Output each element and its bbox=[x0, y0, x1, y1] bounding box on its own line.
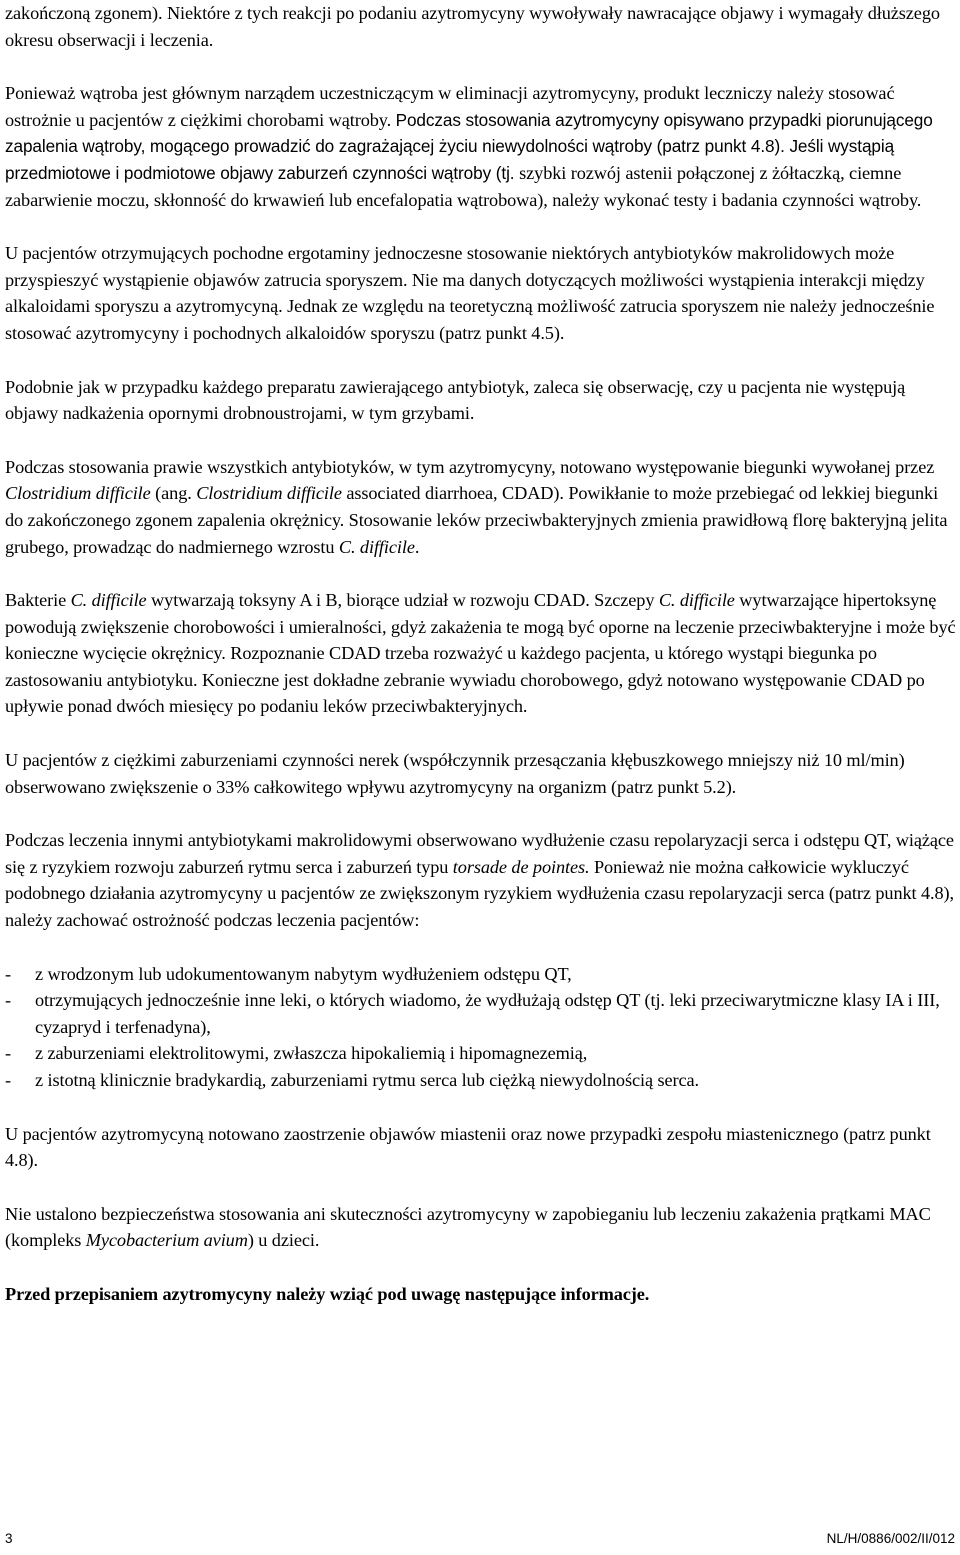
paragraph-myasthenia bbox=[5, 1121, 957, 1174]
paragraph-text: U pacjentów z ciężkimi zaburzeniami czynności nerek (współczynnik przesączania kłębuszkowego mniejszy niż 10 ml/min) obserwowano zwiększenie o 33% całkowitego wpływu azytromycyny na organizm (patrz punkt 5.2). bbox=[5, 750, 905, 797]
paragraph-text: Podobnie jak w przypadku każdego preparatu zawierającego antybiotyk, zaleca się obserwację, czy u pacjenta nie występują objawy nadkażenia opornymi drobnoustrojami, w tym grzybami. bbox=[5, 376, 906, 424]
paragraph-gap bbox=[5, 560, 957, 587]
paragraph-gap bbox=[5, 800, 957, 827]
paragraph-text-sans: Jeśli wystąpią przedmiotowe i podmiotowe objawy zaburzeń czynności wątroby (tj. bbox=[5, 136, 895, 183]
italic-term: C. difficile bbox=[70, 590, 147, 611]
paragraph-text: wytwarzają toksyny A i B, biorące udział w rozwoju CDAD. Szczepy bbox=[146, 590, 659, 611]
paragraph-text: wytwarzające hipertoksynę powodują zwiększenie chorobowości i umieralności, gdyż zakażenia te mogą być oporne na leczenie przeciwbakteryjne i może być konieczne wycięcie okrężnicy. Rozpoznanie CDAD trzeba rozważyć u każdego pacjenta, u którego wystąpi biegunka po zastosowaniu antybiotyku. Konieczne jest dokładne zebranie wywiadu chorobowego, gdyż notowano występowanie CDAD po upływie ponad dwóch miesięcy po podaniu leków przeciwbakteryjnych. bbox=[5, 590, 956, 717]
dash-bullet: - bbox=[5, 990, 11, 1011]
paragraph-text: szybki rozwój astenii połączonej z żółtaczką, ciemne zabarwienie moczu, skłonność do krwawień lub encefalopatia wątrobowa), należy wykonać testy i badania czynności wątroby. bbox=[5, 162, 922, 210]
paragraph-text: U pacjentów azytromycyną notowano zaostrzenie objawów miastenii oraz nowe przypadki zespołu miastenicznego (patrz punkt 4.8). bbox=[5, 1123, 931, 1171]
paragraph-gap bbox=[5, 1254, 957, 1281]
italic-term: torsade de pointes. bbox=[452, 856, 590, 877]
paragraph-gap bbox=[5, 347, 957, 374]
paragraph-gap bbox=[5, 1174, 957, 1201]
paragraph-gap bbox=[5, 1094, 957, 1121]
paragraph-text: (ang. bbox=[150, 483, 197, 504]
paragraph-gap bbox=[5, 934, 957, 961]
list-item bbox=[5, 1040, 957, 1067]
dash-bullet: - bbox=[5, 1070, 11, 1090]
page-number: 3 bbox=[5, 1531, 13, 1546]
paragraph-text: ) u dzieci. bbox=[247, 1230, 320, 1251]
paragraph-liver bbox=[5, 80, 957, 213]
paragraph-cdad bbox=[5, 454, 957, 560]
risk-list bbox=[5, 961, 957, 1094]
list-item-text: z istotną klinicznie bradykardią, zaburzeniami rytmu serca lub ciężką niewydolnością serca. bbox=[35, 1070, 699, 1090]
list-item-text: z wrodzonym lub udokumentowanym nabytym wydłużeniem odstępu QT, bbox=[35, 963, 572, 984]
paragraph-mac bbox=[5, 1201, 957, 1254]
paragraph-bacteria bbox=[5, 587, 957, 720]
paragraph-reaction-observation bbox=[5, 0, 957, 53]
paragraph-gap bbox=[5, 427, 957, 454]
paragraph-text: associated diarrhoea, CDAD). Powikłanie to może przebiegać od lekkiej biegunki do zakończonego zgonem zapalenia okrężnicy. Stosowanie leków przeciwbakteryjnych zmienia prawidłową florę bakteryjną jelita grubego, prowadząc do nadmiernego wzrostu bbox=[5, 483, 948, 557]
paragraph-gap bbox=[5, 213, 957, 240]
italic-term: C. difficile bbox=[338, 536, 415, 557]
paragraph-qt bbox=[5, 827, 957, 933]
paragraph-renal bbox=[5, 747, 957, 800]
paragraph-text: Podczas stosowania prawie wszystkich antybiotyków, w tym azytromycyny, notowano występowanie biegunki wywołanej przez bbox=[5, 456, 935, 477]
list-item bbox=[5, 1067, 957, 1094]
paragraph-text: Przed przepisaniem azytromycyny należy wziąć pod uwagę następujące informacje. bbox=[5, 1283, 650, 1304]
paragraph-text: Podczas leczenia innymi antybiotykami makrolidowymi obserwowano wydłużenie czasu repolaryzacji serca i odstępu QT, wiążące się z ryzykiem rozwoju zaburzeń rytmu serca i zaburzeń typu bbox=[5, 830, 954, 877]
italic-term: C. difficile bbox=[658, 590, 735, 611]
paragraph-superinfection bbox=[5, 374, 957, 427]
paragraph-gap bbox=[5, 720, 957, 747]
paragraph-ergotamine bbox=[5, 240, 957, 346]
document-code: NL/H/0886/002/II/012 bbox=[826, 1531, 955, 1546]
list-item-text: z zaburzeniami elektrolitowymi, zwłaszcza hipokaliemią i hipomagnezemią, bbox=[35, 1043, 588, 1064]
paragraph-text: Nie ustalono bezpieczeństwa stosowania ani skuteczności azytromycyny w zapobieganiu lub leczeniu zakażenia prątkami MAC (kompleks bbox=[5, 1203, 931, 1251]
list-item bbox=[5, 961, 957, 988]
dash-bullet: - bbox=[5, 963, 11, 984]
list-item bbox=[5, 987, 957, 1040]
paragraph-text: Ponieważ wątroba jest głównym narządem uczestniczącym w eliminacji azytromycyny, produkt leczniczy należy stosować ostrożnie u pacjentów z ciężkimi chorobami wątroby. bbox=[5, 83, 895, 130]
dash-bullet: - bbox=[5, 1043, 11, 1064]
paragraph-text-sans: Podczas stosowania azytromycyny opisywano przypadki piorunującego zapalenia wątroby, mogącego prowadzić do zagrażającej życiu niewydolności wątroby (patrz punkt 4.8). bbox=[5, 109, 933, 157]
paragraph-text: Ponieważ nie można całkowicie wykluczyć podobnego działania azytromycyny u pacjentów ze zwiększonym ryzykiem wydłużenia czasu repolaryzacji serca (patrz punkt 4.8), należy zachować ostrożność podczas leczenia pacjentów: bbox=[5, 856, 955, 931]
list-item-text: otrzymujących jednocześnie inne leki, o których wiadomo, że wydłużają odstęp QT (tj. leki przeciwarytmiczne klasy IA i III, cyzapryd i terfenadyna), bbox=[35, 990, 940, 1037]
paragraph-text: Bakterie bbox=[5, 590, 71, 611]
paragraph-text: zakończoną zgonem). Niektóre z tych reakcji po podaniu azytromycyny wywoływały nawracające objawy i wymagały dłuższego okresu obserwacji i leczenia. bbox=[5, 3, 940, 50]
italic-term: Mycobacterium avium bbox=[85, 1230, 248, 1251]
italic-term: Clostridium difficile bbox=[5, 483, 151, 504]
italic-term: Clostridium difficile bbox=[196, 483, 342, 504]
document-page bbox=[5, 0, 957, 1308]
bold-notice bbox=[5, 1281, 957, 1308]
paragraph-text: . bbox=[414, 536, 420, 557]
paragraph-gap bbox=[5, 53, 957, 80]
paragraph-text: U pacjentów otrzymujących pochodne ergotaminy jednoczesne stosowanie niektórych antybiotyków makrolidowych może przyspieszyć wystąpienie objawów zatrucia sporyszem. Nie ma danych dotyczących możliwości wystąpienia interakcji między alkaloidami sporyszu a azytromycyną. Jednak ze względu na teoretyczną możliwość zatrucia sporyszem nie należy jednocześnie stosować azytromycyny i pochodnych alkaloidów sporyszu (patrz punkt 4.5). bbox=[5, 243, 935, 343]
